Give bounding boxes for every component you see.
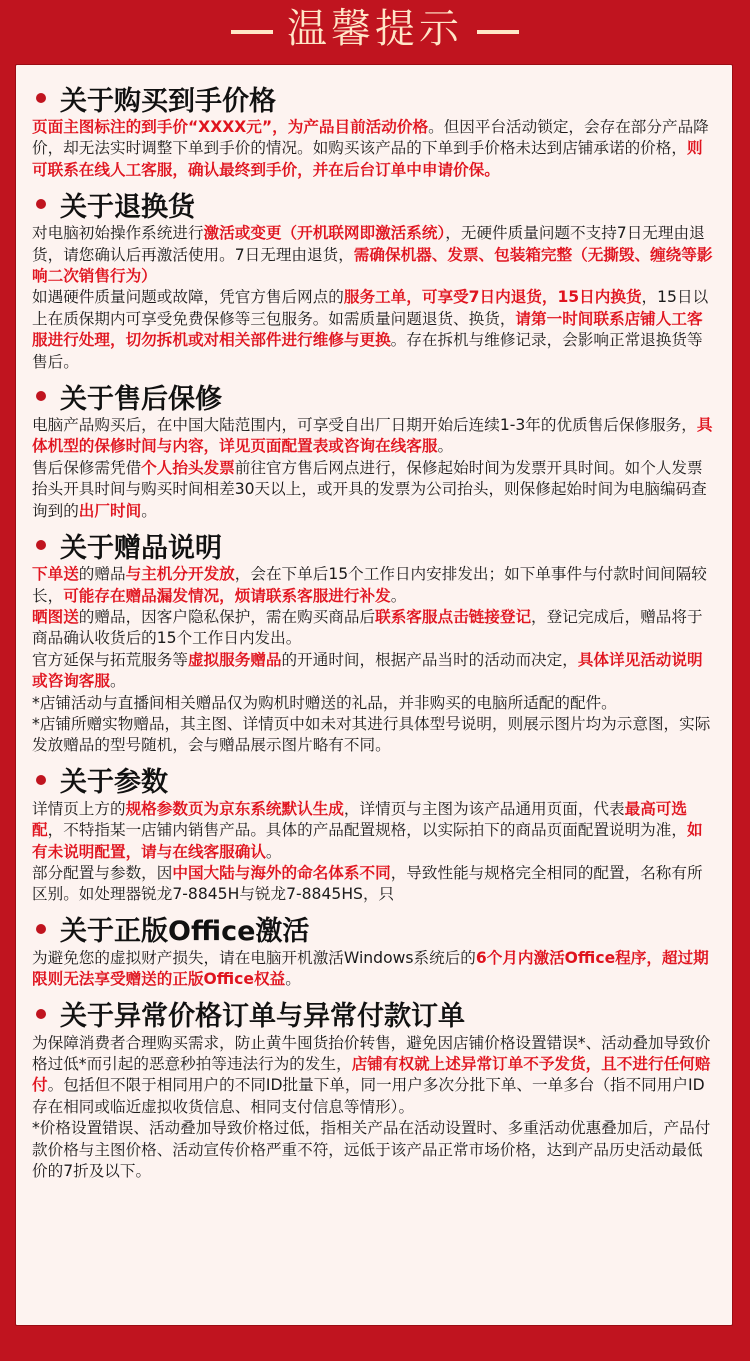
section-paragraph <box>32 714 714 757</box>
section-paragraph <box>32 287 714 373</box>
highlight-text: 与主机分开发放 <box>125 565 235 584</box>
bullet-dot-icon <box>36 924 46 934</box>
highlight-text: 具体详见活动说明或咨询客服 <box>32 650 703 691</box>
body-text: 。 <box>141 501 157 520</box>
body-text: ，登记完成后，赠品将于商品确认收货后的15个工作日内发出。 <box>32 607 703 648</box>
body-text: 。 <box>109 672 126 691</box>
bottom-band <box>0 1326 750 1361</box>
highlight-text: 需确保机器、发票、包装箱完整（无撕毁、缠绕等影响二次销售行为） <box>32 245 713 286</box>
body-text: 售后保修需凭借 <box>32 458 142 477</box>
section <box>32 995 714 1183</box>
section-title: 关于正版Office激活 <box>60 916 310 948</box>
body-text: ，无硬件质量问题不支持7日无理由退货，请您确认后再激活使用。7日无理由退货， <box>32 224 705 264</box>
section-heading <box>32 995 714 1033</box>
body-text: 的赠品 <box>78 565 126 584</box>
header-banner <box>0 0 750 58</box>
section <box>32 526 714 757</box>
section <box>32 185 714 373</box>
highlight-text: 具体机型的保修时间与内容，详见页面配置表或咨询在线客服 <box>32 416 713 456</box>
highlight-text: 联系客服点击链接登记 <box>375 607 532 626</box>
section-paragraph <box>32 693 714 714</box>
highlight-text: 激活或变更（开机联网即激活系统） <box>203 224 446 243</box>
section-paragraph <box>32 650 714 693</box>
highlight-text: 如有未说明配置，请与在线客服确认 <box>32 821 703 861</box>
body-text: 的赠品，因客户隐私保护，需在购买商品后 <box>78 607 376 626</box>
section-title: 关于售后保修 <box>60 383 222 415</box>
bullet-dot-icon <box>36 775 46 785</box>
highlight-text: 个人抬头发票 <box>141 458 235 477</box>
highlight-text: 最高可选配 <box>32 799 687 840</box>
section-paragraph <box>32 1118 714 1182</box>
body-text: 电脑产品购买后，在中国大陆范围内，可享受自出厂日期开始后连续1-3年的优质售后保修服务， <box>32 416 697 435</box>
body-text: 。存在拆机与维修记录，会影响正常退换货等售后。 <box>32 331 703 371</box>
section-paragraph <box>32 799 714 863</box>
body-text: 为保障消费者合理购买需求，防止黄牛囤货抬价转售，避免因店铺价格设置错误*、活动叠加导致价格过低*而引起的恶意秒拍等违法行为的发生， <box>32 1033 711 1073</box>
body-text: 前往官方售后网点进行，保修起始时间为发票开具时间。如个人发票抬头开具时间与购买时间相差30天以上，或开具的发票为公司抬头，则保修起始时间为电脑编码查询到的 <box>32 458 707 520</box>
section-heading <box>32 185 714 223</box>
body-text: ，导致性能与规格完全相同的配置，名称有所区别。如处理器锐龙7-8845H与锐龙7-8845HS，只 <box>32 863 703 904</box>
section-paragraph <box>32 458 714 522</box>
highlight-text: 请第一时间联系店铺人工客服进行处理，切勿拆机或对相关部件进行维修与更换 <box>32 309 703 350</box>
highlight-text: 规格参数页为京东系统默认生成 <box>125 799 344 818</box>
bullet-dot-icon <box>36 93 46 103</box>
body-text: 。 <box>265 842 282 861</box>
title-dash-left <box>231 30 273 34</box>
section-title: 关于退换货 <box>60 191 195 223</box>
body-text: *店铺所赠实物赠品，其主图、详情页中如未对其进行具体型号说明，则展示图片均为示意图，实际发放赠品的型号随机，会与赠品展示图片略有不同。 <box>32 714 711 755</box>
title-dash-right <box>477 30 519 34</box>
section-heading <box>32 910 714 948</box>
page-title: 温馨提示 <box>287 6 463 52</box>
body-text: 。但因平台活动锁定，会存在部分产品降价，却无法实时调整下单到手价的情况。如购买该产品的下单到手价格未达到店铺承诺的价格， <box>32 118 709 158</box>
section <box>32 910 714 991</box>
body-text: ，不特指某一店铺内销售产品。具体的产品配置规格，以实际拍下的商品页面配置说明为准， <box>47 821 687 840</box>
body-text: 。 <box>285 970 301 989</box>
highlight-text: 则可联系在线人工客服，确认最终到手价，并在后台订单中申请价保。 <box>32 139 703 179</box>
section-title: 关于购买到手价格 <box>60 85 276 117</box>
body-text: 为避免您的虚拟财产损失，请在电脑开机激活Windows系统后的 <box>32 948 476 967</box>
section-paragraph <box>32 863 714 906</box>
body-text: ，15日以上在质保期内可享受免费保修等三包服务。如需质量问题退货、换货， <box>32 288 709 328</box>
body-text: *价格设置错误、活动叠加导致价格过低，指相关产品在活动设置时、多重活动优惠叠加后，产品付款价格与主图价格、活动宣传价格严重不符，远低于该产品正常市场价格，达到产品历史活动最低价的7折及以下。 <box>32 1119 711 1181</box>
body-text: 详情页上方的 <box>32 799 126 818</box>
section-heading <box>32 526 714 564</box>
section <box>32 377 714 522</box>
bullet-dot-icon <box>36 1009 46 1019</box>
section-paragraph <box>32 607 714 650</box>
section-paragraph <box>32 948 714 991</box>
section-heading <box>32 761 714 799</box>
section-title: 关于参数 <box>60 767 168 799</box>
highlight-text: 服务工单，可享受7日内退货，15日内换货 <box>343 288 642 307</box>
body-text: 对电脑初始操作系统进行 <box>32 224 204 243</box>
body-text: 的开通时间，根据产品当时的活动而决定， <box>281 650 578 669</box>
bullet-dot-icon <box>36 199 46 209</box>
body-text: *店铺活动与直播间相关赠品仅为购机时赠送的礼品，并非购买的电脑所适配的配件。 <box>32 693 617 712</box>
highlight-text: 店铺有权就上述异常订单不予发货，且不进行任何赔付 <box>32 1055 711 1095</box>
notice-panel <box>15 64 733 1326</box>
section-title: 关于赠品说明 <box>60 532 222 564</box>
bullet-dot-icon <box>36 391 46 401</box>
highlight-text: 中国大陆与海外的命名体系不同 <box>172 863 391 882</box>
section-paragraph <box>32 117 714 181</box>
body-text: 如遇硬件质量问题或故障，凭官方售后网点的 <box>32 288 344 307</box>
body-text: 。 <box>390 586 407 605</box>
section-paragraph <box>32 1033 714 1119</box>
highlight-text: 晒图送 <box>32 607 79 626</box>
highlight-text: 出厂时间 <box>78 501 142 520</box>
section <box>32 79 714 181</box>
highlight-text: 可能存在赠品漏发情况，烦请联系客服进行补发 <box>63 586 391 605</box>
section-paragraph <box>32 223 714 287</box>
bullet-dot-icon <box>36 540 46 550</box>
body-text: 。 <box>437 437 454 456</box>
section-paragraph <box>32 564 714 607</box>
body-text: ，详情页与主图为该产品通用页面，代表 <box>343 799 625 818</box>
body-text: 。包括但不限于相同用户的不同ID批量下单，同一用户多次分批下单、一单多台（指不同用户ID存在相同或临近虚拟收货信息、相同支付信息等情形）。 <box>32 1076 705 1116</box>
highlight-text: 页面主图标注的到手价“XXXX元”，为产品目前活动价格 <box>32 118 429 136</box>
section <box>32 761 714 906</box>
highlight-text: 6个月内激活Office程序，超过期限则无法享受赠送的正版Office权益 <box>32 948 709 989</box>
highlight-text: 虚拟服务赠品 <box>187 650 282 669</box>
section-heading <box>32 79 714 117</box>
section-paragraph <box>32 415 714 458</box>
section-title: 关于异常价格订单与异常付款订单 <box>60 1001 465 1033</box>
highlight-text: 下单送 <box>32 565 79 584</box>
body-text: ，会在下单后15个工作日内安排发出；如下单事件与付款时间间隔较长， <box>32 565 707 605</box>
section-heading <box>32 377 714 415</box>
body-text: 部分配置与参数，因 <box>32 863 173 882</box>
body-text: 官方延保与拓荒服务等 <box>32 650 188 669</box>
